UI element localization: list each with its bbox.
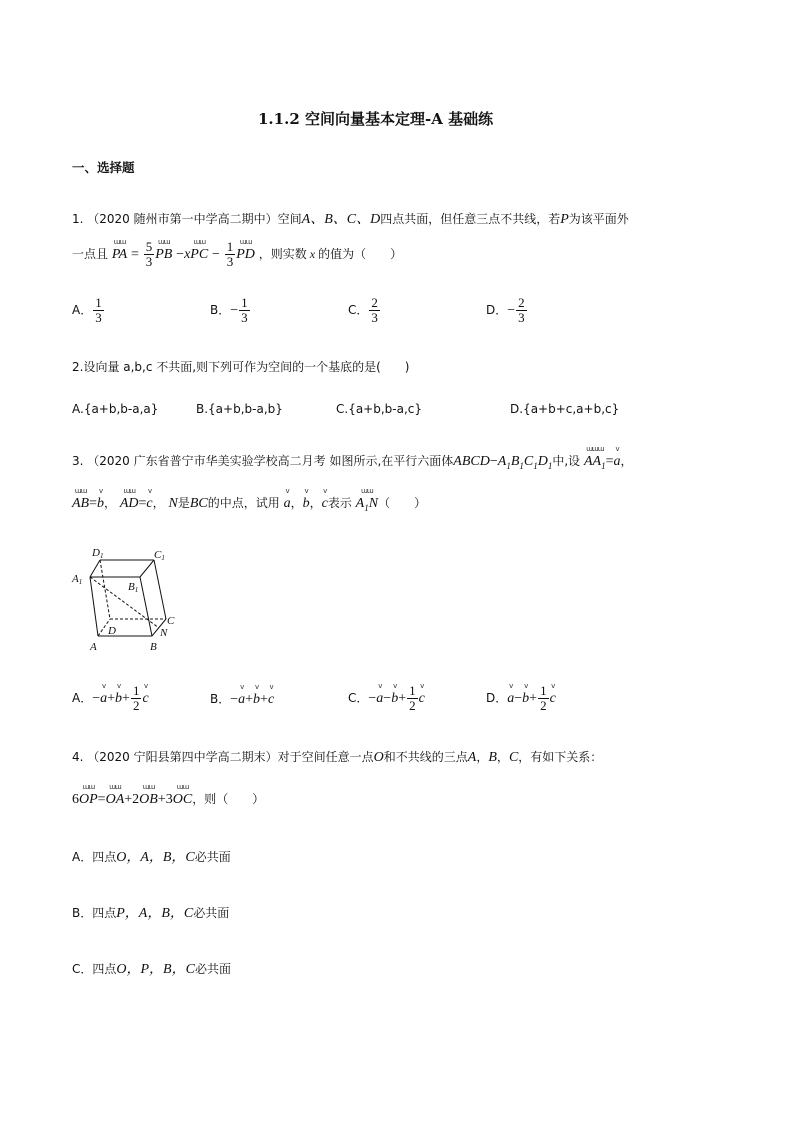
option-a[interactable]: A.{a+b,b-a,a} xyxy=(72,402,159,416)
option-b[interactable]: B．四点P，A，B，C必共面 xyxy=(72,906,230,921)
option-c[interactable]: C．四点O，P，B，C必共面 xyxy=(72,962,231,977)
parallelepiped-figure xyxy=(70,544,190,656)
option-b[interactable]: B．− v a+ v b+ v c xyxy=(210,683,275,707)
question-4-line-1: 4. （2020 宁阳县第四中学高二期末）对于空间任意一点O和不共线的三点A，B，C，有如下关系： xyxy=(72,750,603,765)
page-title: 1.1.2 空间向量基本定理-A 基础练 xyxy=(258,110,494,128)
label-A1: A1 xyxy=(72,573,83,586)
question-number: 1. xyxy=(72,212,84,226)
option-d[interactable]: D． v a− v b+ $\frac{1}{2}$ v c xyxy=(486,682,556,713)
label-C1: C1 xyxy=(154,549,165,562)
label-B1: B1 xyxy=(128,581,139,594)
vector-PA: ɯɯ PA xyxy=(111,238,128,262)
option-b[interactable]: B．− $\frac{1}{3}$ xyxy=(210,295,248,325)
label-D: D xyxy=(108,625,116,637)
question-text: （2020 随州市第一中学高二期中）空间 xyxy=(87,212,302,226)
question-1-line-1: 1. （2020 随州市第一中学高二期中）空间A、B、C、D四点共面，但任意三点不共线，若P为该平面外 xyxy=(72,212,629,227)
label-B: B xyxy=(150,641,157,653)
option-a[interactable]: A．四点O，A，B，C必共面 xyxy=(72,850,231,865)
fraction: $\frac{5}{3}$ xyxy=(145,239,153,269)
option-c[interactable]: C． $\frac{2}{3}$ xyxy=(348,295,378,325)
question-3-line-1: 3. （2020 广东省普宁市华美实验学校高二月考 如图所示,在平行六面体$ABCD-A_1B_1C_1D_1$中,设 ɯɯɯ $AA_1=$ v a， xyxy=(72,445,633,471)
option-a[interactable]: A． $\frac{1}{3}$ xyxy=(72,295,102,325)
option-c[interactable]: C.{a+b,b-a,c} xyxy=(336,402,423,416)
option-b[interactable]: B.{a+b,b-a,b} xyxy=(196,402,283,416)
question-2: 2.设向量 a,b,c 不共面,则下列可作为空间的一个基底的是( ) xyxy=(72,360,410,374)
section-heading: 一、选择题 xyxy=(72,160,135,175)
question-3-line-2: ɯɯ AB= v b， ɯɯ AD= v c， N是BC的中点，试用 v a， v b， v c表示 ɯɯ $A_1N$（ ） xyxy=(72,487,427,513)
label-A: A xyxy=(90,641,97,653)
label-D1: D1 xyxy=(92,547,104,560)
option-c[interactable]: C．− v a− v b+ $\frac{1}{2}$ v c xyxy=(348,682,425,713)
label-N: N xyxy=(160,627,168,639)
option-a[interactable]: A．− v a+ v b+ $\frac{1}{2}$ v c xyxy=(72,682,149,713)
question-1-line-2: 一点且 ɯɯ PA = $\frac{5}{3}$ ɯɯ PB −x ɯɯ PC − $\frac{1}{3}$ ɯɯ PD ，则实数 x 的值为（ ） xyxy=(72,238,403,269)
option-d[interactable]: D.{a+b+c,a+b,c} xyxy=(510,402,620,416)
option-d[interactable]: D．− $\frac{2}{3}$ xyxy=(486,295,525,325)
question-4-line-2: 6 ɯɯ OP= ɯɯ OA+2 ɯɯ OB+3 ɯɯ OC，则（ ） xyxy=(72,783,265,807)
label-C: C xyxy=(167,615,175,627)
